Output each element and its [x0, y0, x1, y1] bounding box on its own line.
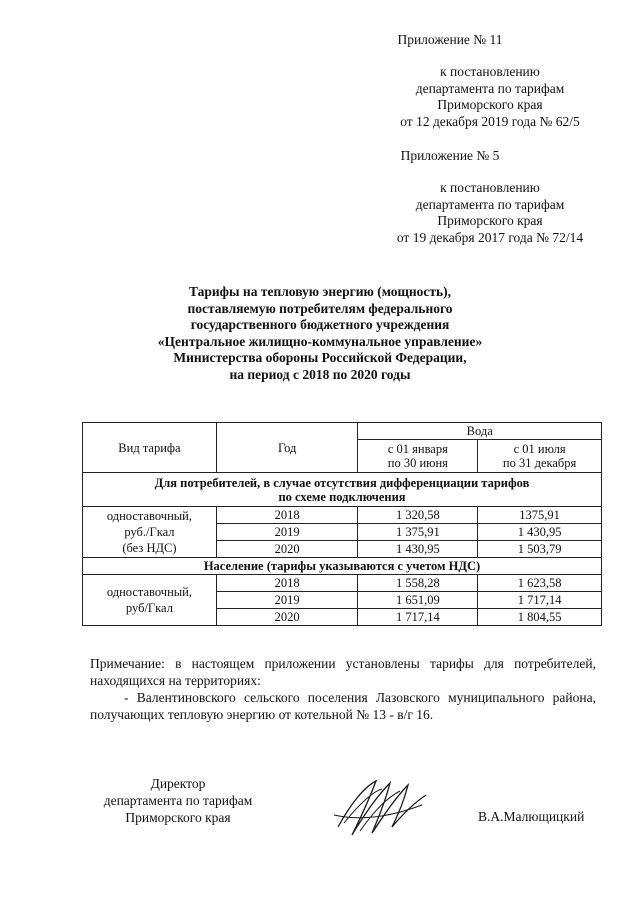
heading-line: «Центральное жилищно-коммунальное управление» — [157, 333, 483, 349]
appendix-11-line: от 12 декабря 2019 года № 62/5 — [400, 113, 580, 129]
signatory-position — [88, 775, 268, 826]
tariffs-table — [82, 422, 602, 626]
header-period-1-line: с 01 января — [387, 442, 448, 456]
heading-line: поставляемую потребителям федерального — [187, 300, 453, 316]
value-cell: 1 804,55 — [478, 609, 602, 626]
appendix-11-line: департамента по тарифам — [415, 80, 565, 96]
heading-line: Министерства обороны Российской Федерации, — [173, 350, 467, 365]
signatory-line: Директор — [150, 776, 206, 791]
value-cell: 1 430,95 — [358, 541, 478, 558]
header-tariff-type: Вид тарифа — [83, 423, 217, 473]
header-period-2 — [478, 440, 602, 473]
tariff-type-line: одноставочный, — [106, 585, 192, 599]
tariff-type-line: руб./Гкал — [124, 525, 175, 539]
value-cell: 1 623,58 — [478, 575, 602, 592]
section-2-tariff-type — [83, 575, 217, 626]
tariff-type-line: (без НДС) — [122, 541, 177, 555]
tariff-type-line: руб/Гкал — [125, 601, 173, 615]
appendix-11-line: к постановлению — [440, 64, 540, 79]
tariff-type-line: одноставочный, — [106, 509, 192, 523]
value-cell: 1 320,58 — [358, 507, 478, 524]
table-row — [83, 507, 602, 524]
header-period-1 — [358, 440, 478, 473]
appendix-5-line: Приморского края — [437, 213, 543, 228]
value-cell: 1 717,14 — [358, 609, 478, 626]
appendix-5-line: департамента по тарифам — [415, 196, 565, 212]
heading-line: Тарифы на тепловую энергию (мощность), — [188, 284, 452, 299]
value-cell: 1375,91 — [478, 507, 602, 524]
header-period-1-line: по 30 июня — [387, 456, 448, 470]
year-cell: 2019 — [216, 524, 358, 541]
appendix-5-title: Приложение № 5 — [400, 148, 500, 163]
section-1-title — [83, 473, 602, 507]
signatory-line: департамента по тарифам — [103, 793, 253, 808]
heading-line: государственного бюджетного учреждения — [190, 317, 450, 332]
appendix-11-line: Приморского края — [437, 97, 543, 112]
value-cell: 1 503,79 — [478, 541, 602, 558]
signatory-line: Приморского края — [125, 810, 231, 825]
year-cell: 2018 — [216, 507, 358, 524]
document-heading — [100, 284, 540, 383]
value-cell: 1 375,91 — [358, 524, 478, 541]
header-period-2-line: по 31 декабря — [502, 456, 577, 470]
value-cell: 1 558,28 — [358, 575, 478, 592]
header-year: Год — [216, 423, 358, 473]
appendix-11-title: Приложение № 11 — [397, 32, 503, 47]
note-paragraph: Примечание: в настоящем приложении установлены тарифы для потребителей, находящихся на территориях: — [90, 656, 596, 688]
appendix-5-line: к постановлению — [440, 180, 540, 195]
year-cell: 2020 — [216, 541, 358, 558]
section-2-title: Население (тарифы указываются с учетом НДС) — [83, 558, 602, 575]
section-1-line: Для потребителей, в случае отсутствия дифференциации тарифов — [154, 475, 530, 490]
header-period-2-line: с 01 июля — [513, 442, 566, 456]
heading-line: на период с 2018 по 2020 годы — [229, 366, 411, 382]
appendix-5-line: от 19 декабря 2017 года № 72/14 — [396, 229, 584, 245]
table-row — [83, 575, 602, 592]
year-cell: 2019 — [216, 592, 358, 609]
note-territory: - Валентиновского сельского поселения Лазовского муниципального района, получающих тепловую энергию от котельной № 13 - в/г 16. — [90, 690, 596, 722]
section-1-line: по схеме подключения — [278, 489, 406, 504]
handwritten-signature — [330, 775, 440, 845]
year-cell: 2018 — [216, 575, 358, 592]
value-cell: 1 430,95 — [478, 524, 602, 541]
header-water: Вода — [358, 423, 602, 440]
value-cell: 1 717,14 — [478, 592, 602, 609]
note-block — [90, 655, 596, 723]
section-1-tariff-type — [83, 507, 217, 558]
year-cell: 2020 — [216, 609, 358, 626]
value-cell: 1 651,09 — [358, 592, 478, 609]
signatory-name: В.А.Малющицкий — [478, 809, 585, 824]
